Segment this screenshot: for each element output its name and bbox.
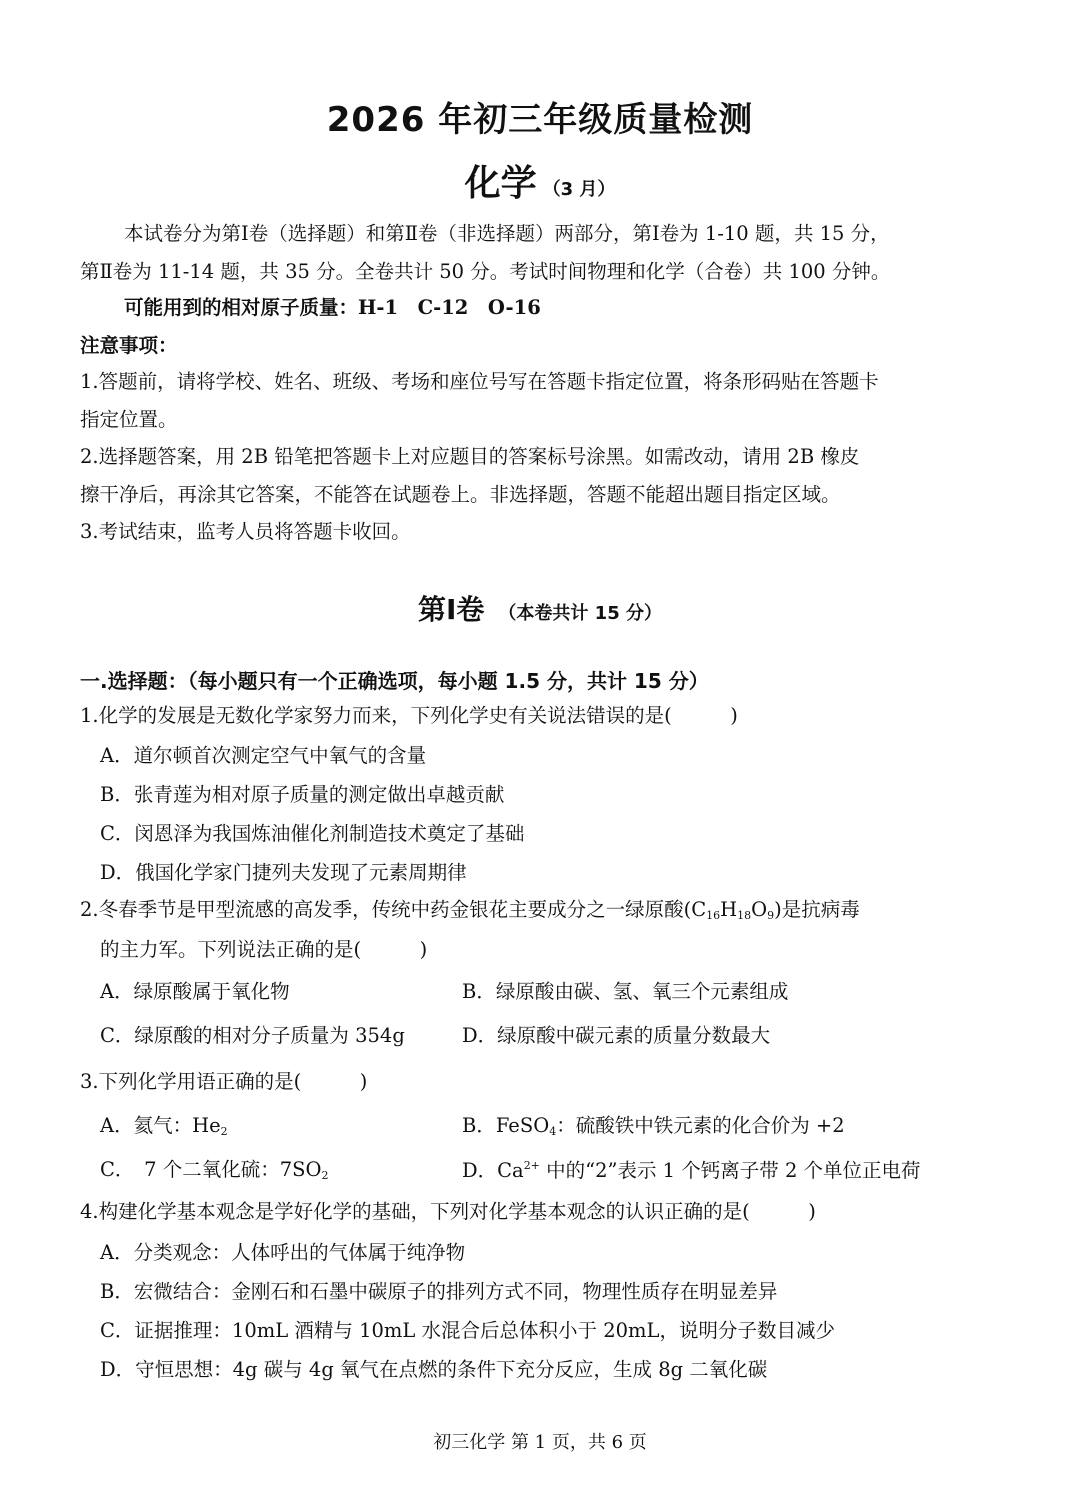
intro-line-1: 本试卷分为第Ⅰ卷（选择题）和第Ⅱ卷（非选择题）两部分，第Ⅰ卷为 1-10 题，共 15 分， xyxy=(124,222,890,245)
notice-item-3: 3.考试结束，监考人员将答题卡收回。 xyxy=(80,520,411,543)
q3-option-d-superscript: 2+ xyxy=(523,1159,540,1172)
q2-stem-line-2: 的主力军。下列说法正确的是( ) xyxy=(100,938,428,961)
atomic-mass-line: 可能用到的相对原子质量：H-1 C-12 O-16 xyxy=(124,296,541,319)
q3-option-b-text: ：硫酸铁中铁元素的化合价为 +2 xyxy=(556,1114,845,1137)
exam-title: 2026 年初三年级质量检测 xyxy=(326,100,754,140)
q3-option-c-subscript: 2 xyxy=(321,1169,329,1182)
q3-option-b xyxy=(462,1116,845,1137)
q2-formula-h: H xyxy=(720,898,738,921)
q3-option-c xyxy=(100,1160,329,1181)
notice-item-2-line-1: 2.选择题答案，用 2B 铅笔把答题卡上对应题目的答案标号涂黑。如需改动，请用 2B 橡皮 xyxy=(80,445,860,468)
q2-stem-line-1 xyxy=(80,900,860,921)
q2-formula-c-count: 16 xyxy=(706,909,721,922)
q3-option-d xyxy=(462,1160,921,1181)
q2-formula-o: O xyxy=(751,898,768,921)
q2-stem-pre: 2.冬春季节是甲型流感的高发季，传统中药金银花主要成分之一绿原酸(C xyxy=(80,898,707,921)
q2-option-a: A．绿原酸属于氧化物 xyxy=(100,980,290,1003)
part-1-heading: 一.选择题：（每小题只有一个正确选项，每小题 1.5 分，共计 15 分） xyxy=(80,669,709,693)
notice-item-1-line-1: 1.答题前，请将学校、姓名、班级、考场和座位号写在答题卡指定位置，将条形码贴在答题卡 xyxy=(80,370,879,393)
q4-option-c: C．证据推理：10mL 酒精与 10mL 水混合后总体积小于 20mL，说明分子数目减少 xyxy=(100,1319,835,1342)
q3-option-b-subscript: 4 xyxy=(549,1125,557,1138)
subject-title xyxy=(0,155,1080,206)
q1-stem: 1.化学的发展是无数化学家努力而来，下列化学史有关说法错误的是( ) xyxy=(80,704,738,727)
notice-heading: 注意事项： xyxy=(80,334,178,357)
q2-formula-h-count: 18 xyxy=(737,909,752,922)
q4-option-a: A．分类观念：人体呼出的气体属于纯净物 xyxy=(100,1241,466,1264)
q1-option-d: D．俄国化学家门捷列夫发现了元素周期律 xyxy=(100,861,467,884)
q4-option-b: B．宏微结合：金刚石和石墨中碳原子的排列方式不同，物理性质存在明显差异 xyxy=(100,1280,778,1303)
q1-option-b: B．张青莲为相对原子质量的测定做出卓越贡献 xyxy=(100,783,505,806)
q2-formula-o-count: 9 xyxy=(767,909,775,922)
q1-option-c: C．闵恩泽为我国炼油催化剂制造技术奠定了基础 xyxy=(100,822,525,845)
q2-option-d: D．绿原酸中碳元素的质量分数最大 xyxy=(462,1024,771,1047)
q4-stem: 4.构建化学基本观念是学好化学的基础，下列对化学基本观念的认识正确的是( ) xyxy=(80,1200,816,1223)
intro-line-2: 第Ⅱ卷为 11-14 题，共 35 分。全卷共计 50 分。考试时间物理和化学（合卷）共 100 分钟。 xyxy=(80,260,891,283)
q3-stem: 3.下列化学用语正确的是( ) xyxy=(80,1070,368,1093)
section-1-title xyxy=(0,588,1080,628)
q2-stem-post: )是抗病毒 xyxy=(774,898,860,921)
q3-option-c-text: C． 7 个二氧化硫：7SO xyxy=(100,1158,322,1181)
notice-item-1-line-2: 指定位置。 xyxy=(80,408,178,431)
section-1-name: 第Ⅰ卷 xyxy=(417,593,485,626)
q3-option-a-subscript: 2 xyxy=(220,1125,228,1138)
page-footer: 初三化学 第 1 页，共 6 页 xyxy=(433,1432,647,1453)
q3-option-a-text: A．氦气：He xyxy=(100,1114,221,1137)
section-1-note: （本卷共计 15 分） xyxy=(498,603,662,624)
q2-option-c: C．绿原酸的相对分子质量为 354g xyxy=(100,1024,405,1047)
q4-option-d: D．守恒思想：4g 碳与 4g 氧气在点燃的条件下充分反应，生成 8g 二氧化碳 xyxy=(100,1358,768,1381)
q1-option-a: A．道尔顿首次测定空气中氧气的含量 xyxy=(100,744,427,767)
q3-option-b-formula: B．FeSO xyxy=(462,1114,550,1137)
q3-option-a xyxy=(100,1116,228,1137)
notice-item-2-line-2: 擦干净后，再涂其它答案，不能答在试题卷上。非选择题，答题不能超出题目指定区域。 xyxy=(80,483,841,506)
q2-option-b: B．绿原酸由碳、氢、氧三个元素组成 xyxy=(462,980,789,1003)
subject-month: （3 月） xyxy=(542,179,616,200)
subject-name: 化学 xyxy=(464,163,537,204)
q3-option-d-formula: D．Ca xyxy=(462,1159,524,1182)
q3-option-d-text: 中的“2”表示 1 个钙离子带 2 个单位正电荷 xyxy=(539,1159,921,1182)
